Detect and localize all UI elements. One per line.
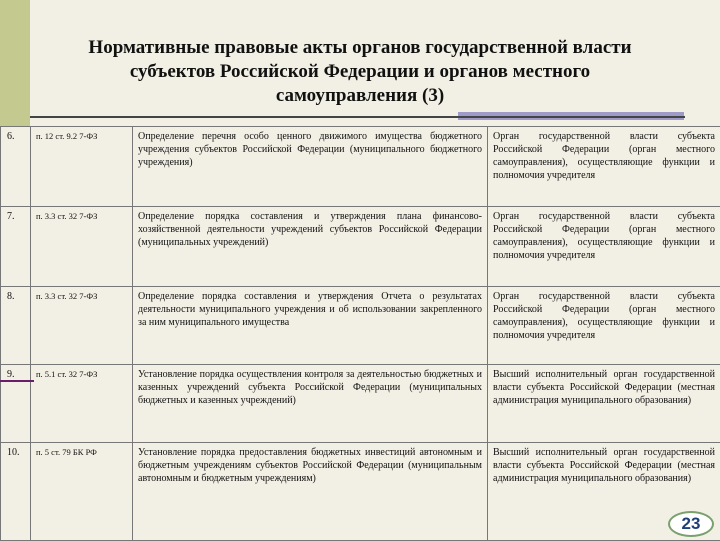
row-number: 9.: [1, 365, 31, 443]
responsible-body: Высший исполнительный орган государственной власти субъекта Российской Федерации (местная администрация муниципального образования): [488, 443, 720, 541]
act-description: Определение порядка составления и утверждения плана финансово-хозяйственной деятельности учреждений субъектов Российской Федерации (муниципальных учреждений): [133, 207, 488, 287]
row-number: 10.: [1, 443, 31, 541]
legal-reference: п. 3.3 ст. 32 7-ФЗ: [31, 207, 133, 287]
legal-reference: п. 12 ст. 9.2 7-ФЗ: [31, 127, 133, 207]
left-decor-band: [0, 0, 30, 126]
responsible-body: Орган государственной власти субъекта Российской Федерации (орган местного самоуправления), осуществляющие функции и полномочия учредителя: [488, 207, 720, 287]
title-divider: [30, 116, 685, 118]
responsible-body: Высший исполнительный орган государственной власти субъекта Российской Федерации (местная администрация муниципального образования): [488, 365, 720, 443]
table-row: [1, 127, 720, 207]
legal-reference: п. 5 ст. 79 БК РФ: [31, 443, 133, 541]
act-description: Установление порядка предоставления бюджетных инвестиций автономным и бюджетным учреждениям субъектов Российской Федерации (муниципальным автономным и бюджетным учреждениям): [133, 443, 488, 541]
acts-table: [0, 126, 720, 541]
act-description: Определение порядка составления и утверждения Отчета о результатах деятельности муниципального учреждения и об использовании закрепленного за ним муниципального имущества: [133, 287, 488, 365]
legal-reference: п. 3.3 ст. 32 7-ФЗ: [31, 287, 133, 365]
title-line-1: Нормативные правовые акты органов государственной власти: [40, 36, 680, 60]
slide-title: [40, 36, 680, 108]
responsible-body: Орган государственной власти субъекта Российской Федерации (орган местного самоуправления), осуществляющие функции и полномочия учредителя: [488, 287, 720, 365]
row-number: 6.: [1, 127, 31, 207]
title-line-3: самоуправления (3): [40, 84, 680, 108]
table-row: [1, 287, 720, 365]
page-number-badge: 23: [668, 511, 714, 537]
legal-reference: п. 5.1 ст. 32 7-ФЗ: [31, 365, 133, 443]
responsible-body: Орган государственной власти субъекта Российской Федерации (орган местного самоуправления), осуществляющие функции и полномочия учредителя: [488, 127, 720, 207]
table-row: [1, 207, 720, 287]
row-number: 7.: [1, 207, 31, 287]
title-line-2: субъектов Российской Федерации и органов местного: [40, 60, 680, 84]
row-highlight-mark: [0, 380, 34, 382]
table-row: [1, 443, 720, 541]
table-row: [1, 365, 720, 443]
act-description: Установление порядка осуществления контроля за деятельностью бюджетных и казенных учреждений субъекта Российской Федерации (муниципальных бюджетных и казенных учреждений): [133, 365, 488, 443]
act-description: Определение перечня особо ценного движимого имущества бюджетного учреждения субъектов Российской Федерации (муниципального бюджетного учреждения): [133, 127, 488, 207]
row-number: 8.: [1, 287, 31, 365]
